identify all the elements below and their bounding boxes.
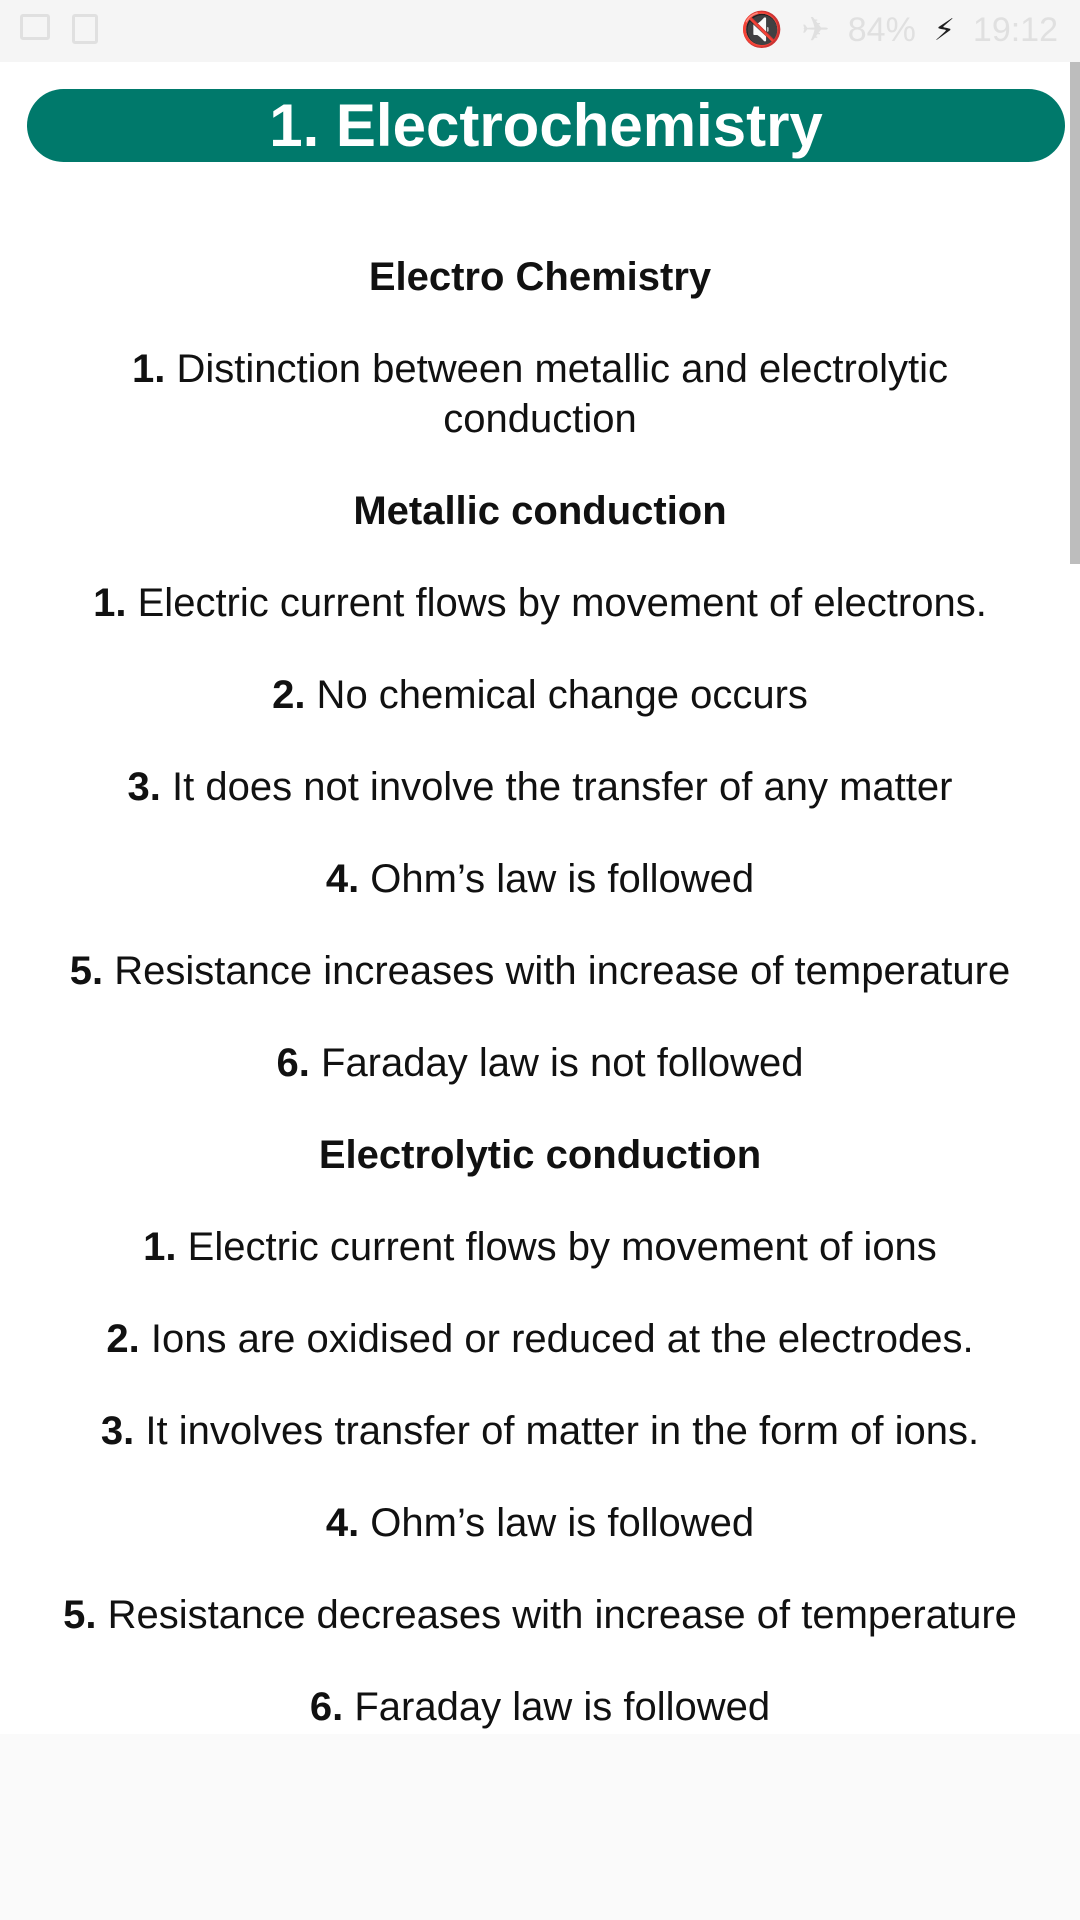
sd-card-icon <box>72 14 98 44</box>
item-number: 1. <box>143 1225 177 1269</box>
list-item <box>30 1498 1050 1548</box>
list-item <box>30 1038 1050 1088</box>
scrollbar-thumb[interactable] <box>1070 62 1080 564</box>
list-item <box>30 578 1050 628</box>
mute-icon: 🔇 <box>740 11 784 49</box>
item-number: 6. <box>276 1041 310 1085</box>
bottom-blank-area <box>0 1734 1080 1920</box>
item-number: 5. <box>63 1593 97 1637</box>
section-heading-electrolytic: Electrolytic conduction <box>318 1133 762 1177</box>
item-text: Resistance increases with increase of temperature <box>103 949 1011 993</box>
item-text: Faraday law is followed <box>343 1685 771 1729</box>
airplane-icon: ✈ <box>801 11 830 49</box>
section-heading-metallic: Metallic conduction <box>353 489 727 533</box>
item-number: 1. <box>132 347 166 391</box>
item-number: 1. <box>93 581 127 625</box>
clock: 19:12 <box>972 10 1058 49</box>
intro-point <box>30 344 1050 444</box>
list-item <box>30 946 1050 996</box>
item-number: 2. <box>106 1317 140 1361</box>
item-number: 5. <box>69 949 104 993</box>
list-item <box>30 1682 1050 1732</box>
list-item <box>30 854 1050 904</box>
item-number: 2. <box>272 673 306 717</box>
list-item <box>30 1222 1050 1272</box>
item-text: Ohm’s law is followed <box>359 857 755 901</box>
item-text: It involves transfer of matter in the form of ions. <box>134 1409 980 1453</box>
list-item <box>30 1590 1050 1640</box>
image-icon <box>20 14 50 40</box>
item-text: No chemical change occurs <box>305 673 808 717</box>
battery-level: 84% <box>847 10 916 49</box>
list-item <box>30 1406 1050 1456</box>
list-item <box>30 762 1050 812</box>
article-body <box>30 252 1050 1774</box>
item-number: 3. <box>127 765 161 809</box>
item-number: 4. <box>325 857 360 901</box>
item-text: It does not involve the transfer of any matter <box>160 765 953 809</box>
chapter-title: 1. Electrochemistry <box>27 89 1065 162</box>
item-number: 3. <box>100 1409 135 1453</box>
item-text: Ohm’s law is followed <box>359 1501 755 1545</box>
item-text: Distinction between metallic and electrolytic conduction <box>165 347 948 441</box>
list-item <box>30 670 1050 720</box>
item-text: Resistance decreases with increase of temperature <box>96 1593 1017 1637</box>
item-text: Ions are oxidised or reduced at the electrodes. <box>139 1317 974 1361</box>
item-text: Faraday law is not followed <box>309 1041 804 1085</box>
item-number: 4. <box>325 1501 360 1545</box>
status-bar <box>0 0 1080 62</box>
content-area[interactable] <box>0 62 1080 1734</box>
charging-icon: ⚡ <box>933 13 955 47</box>
item-text: Electric current flows by movement of electrons. <box>126 581 987 625</box>
item-number: 6. <box>309 1685 344 1729</box>
main-heading: Electro Chemistry <box>368 255 712 299</box>
item-text: Electric current flows by movement of ions <box>176 1225 937 1269</box>
list-item <box>30 1314 1050 1364</box>
